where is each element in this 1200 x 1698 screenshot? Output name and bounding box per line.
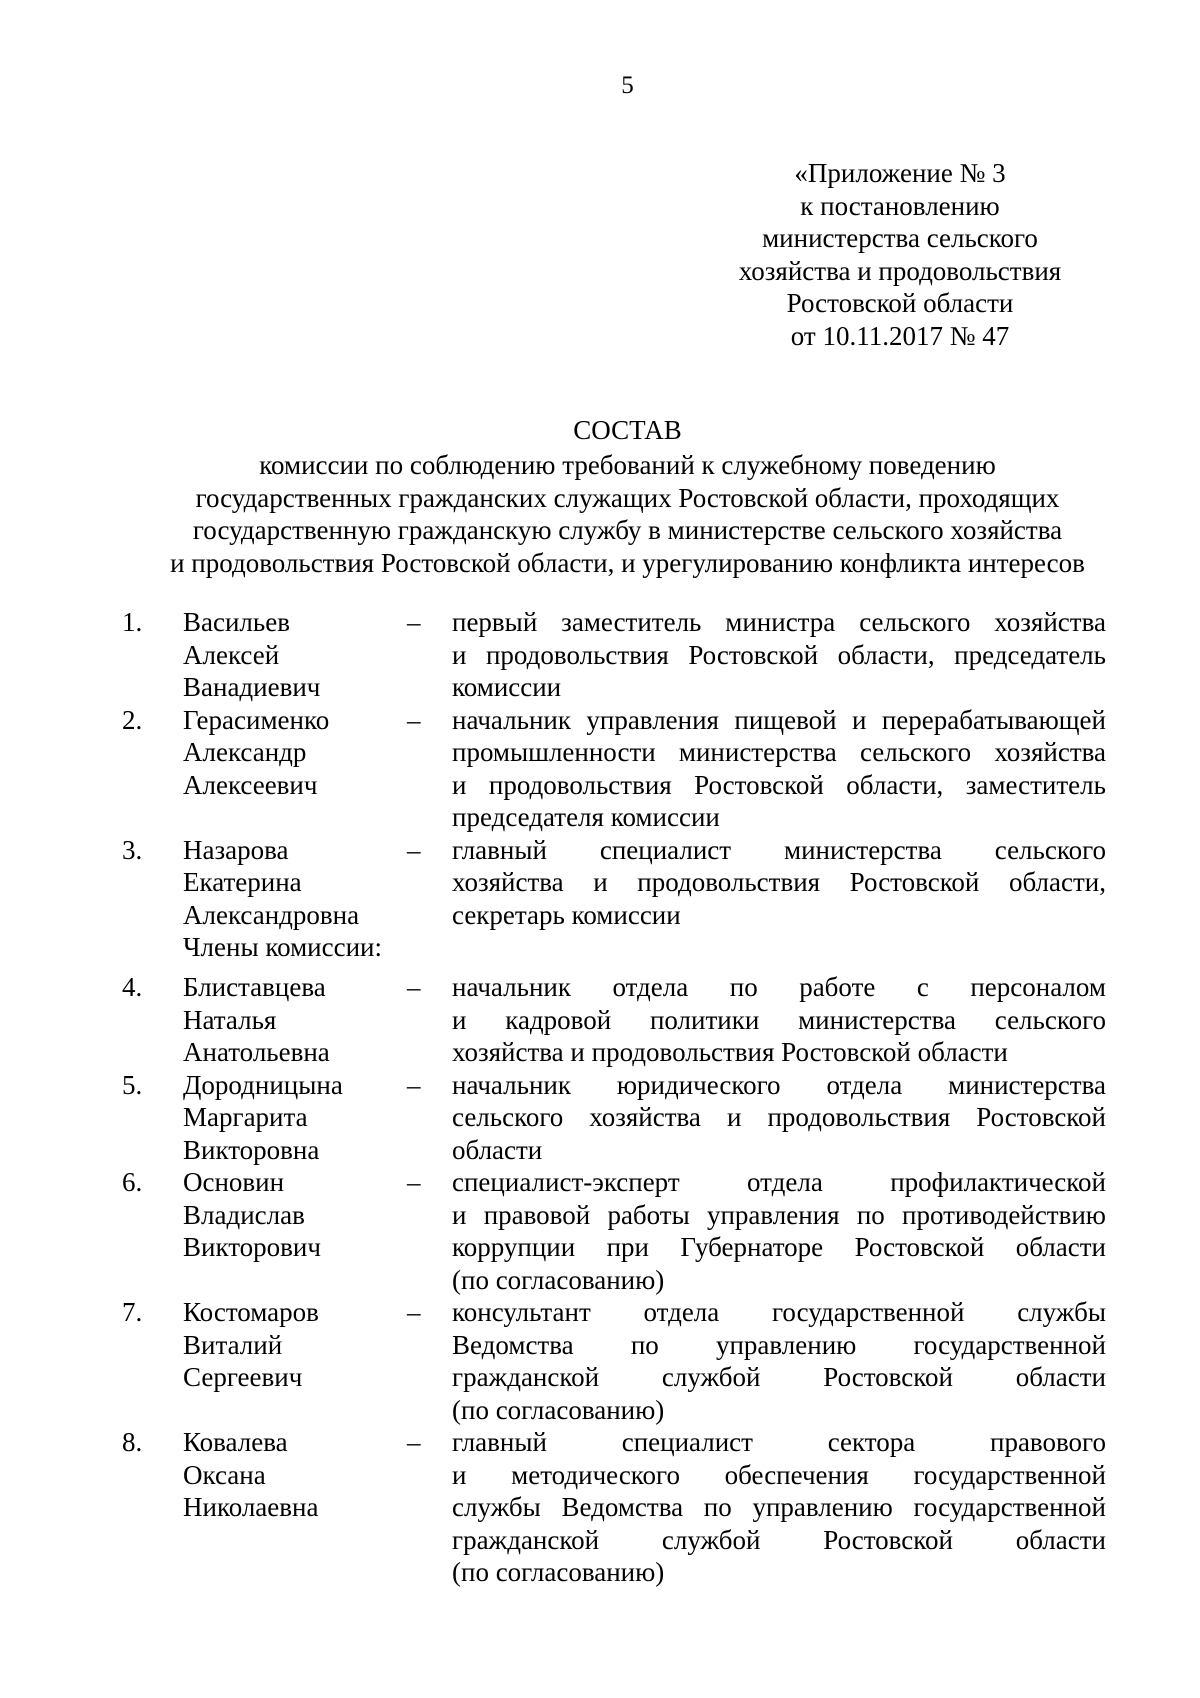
member-position — [452, 1069, 1106, 1167]
word: правового — [990, 1427, 1106, 1457]
member-name — [183, 971, 393, 1069]
word: юридического — [616, 1069, 781, 1100]
word: противодействию — [902, 1199, 1106, 1230]
word: начальник — [452, 1069, 571, 1100]
word: по — [703, 1492, 732, 1522]
word: и — [593, 867, 608, 897]
member-row — [0, 1426, 1200, 1589]
member-name-part: Николаевна — [183, 1492, 319, 1522]
member-name-part: Оксана — [183, 1459, 266, 1490]
word: первый — [452, 607, 538, 637]
appendix-line: к постановлению — [800, 190, 1000, 221]
word: государственной — [913, 1492, 1106, 1522]
word: сельского — [859, 607, 971, 637]
member-position-line — [452, 1426, 1106, 1459]
word: начальник — [452, 972, 571, 1002]
member-name-part: Ванадиевич — [183, 672, 321, 702]
word: области, — [837, 639, 935, 670]
word: по — [630, 1329, 659, 1360]
word: министерства — [948, 1069, 1106, 1100]
word: продовольствия — [767, 1102, 951, 1132]
word: отдела — [826, 1069, 903, 1100]
word: правовой — [483, 1199, 591, 1230]
word: продовольствия — [637, 867, 821, 897]
member-name — [183, 1069, 393, 1167]
member-name — [183, 606, 393, 704]
member-position-line — [452, 1361, 1106, 1394]
word: государственной — [772, 1297, 965, 1327]
word: специалист — [621, 1427, 753, 1457]
word: Ведомства — [452, 1329, 574, 1360]
member-name-part: Виталий — [183, 1329, 283, 1360]
member-position — [452, 971, 1106, 1069]
member-position-line — [452, 1491, 1106, 1524]
word: работы — [607, 1199, 690, 1230]
word: Ведомства — [561, 1492, 684, 1522]
word: управления — [706, 1199, 840, 1230]
word: кадровой — [505, 1004, 612, 1035]
members-list — [0, 606, 1200, 1589]
word: министра — [725, 607, 836, 637]
word: Ростовской — [976, 1102, 1106, 1132]
member-number: 1. — [122, 607, 143, 637]
appendix-line: «Приложение № 3 — [794, 158, 1006, 188]
member-name-part: Маргарита — [183, 1102, 308, 1132]
word: области — [1015, 1524, 1106, 1555]
word: области — [1015, 1232, 1106, 1262]
member-name — [183, 1426, 393, 1524]
word: службой — [661, 1524, 761, 1555]
member-position-line — [452, 1524, 1106, 1557]
member-name-part: Александровна — [183, 899, 360, 930]
member-position-line — [452, 1199, 1106, 1232]
member-position-line — [452, 1329, 1106, 1362]
word: сельского — [452, 1102, 564, 1132]
member-name — [183, 834, 393, 932]
member-dash: – — [407, 972, 421, 1002]
subtitle-line: государственную гражданскую службу в министерстве сельского хозяйства — [192, 515, 1063, 545]
word: службы — [452, 1492, 541, 1522]
page-number: 5 — [621, 72, 634, 99]
word: заместитель — [561, 607, 702, 637]
member-row — [0, 704, 1200, 834]
word: и — [452, 769, 467, 800]
member-name-part: Васильев — [183, 607, 290, 637]
member-row — [0, 1166, 1200, 1296]
word: с — [916, 972, 929, 1002]
word: по — [729, 972, 758, 1002]
member-name-part: Екатерина — [183, 867, 302, 897]
word: председатель — [954, 639, 1106, 670]
word: при — [606, 1232, 649, 1262]
members-leadership — [0, 606, 1200, 931]
member-name-part: Алексей — [183, 639, 280, 670]
word: государственной — [913, 1459, 1106, 1490]
member-name-part: Блиставцева — [183, 972, 326, 1002]
document-heading: СОСТАВ — [573, 415, 682, 445]
subtitle-line: государственных гражданских служащих Ростовской области, проходящих — [195, 482, 1060, 513]
member-row — [0, 971, 1200, 1069]
word: профилактической — [890, 1167, 1106, 1197]
member-name-part: Костомаров — [183, 1297, 319, 1327]
member-position-line — [452, 1231, 1106, 1264]
member-position-line: (по согласованию) — [452, 1557, 665, 1587]
appendix-line: хозяйства и продовольствия — [738, 255, 1062, 286]
member-position — [452, 1166, 1106, 1296]
member-position-line — [452, 1459, 1106, 1492]
word: и — [452, 1199, 467, 1230]
member-position-line — [452, 606, 1106, 639]
word: и — [452, 639, 467, 670]
member-number: 3. — [122, 834, 143, 865]
word: продовольствия — [485, 639, 669, 670]
word: Ростовской — [823, 1362, 953, 1392]
word: и — [726, 1102, 742, 1132]
word: хозяйства — [994, 607, 1106, 637]
member-number: 4. — [122, 972, 143, 1002]
word: заместитель — [965, 769, 1106, 800]
appendix-line: Ростовской области — [786, 288, 1014, 318]
word: министерства — [678, 737, 837, 767]
member-position-line: секретарь комиссии — [452, 899, 681, 930]
word: Ростовской — [854, 1232, 985, 1262]
member-dash: – — [407, 607, 421, 637]
word: специалист — [599, 834, 732, 865]
member-name-part: Викторович — [183, 1232, 321, 1262]
word: управления — [586, 704, 719, 735]
member-position-line: председателя комиссии — [452, 802, 720, 832]
word: перерабатывающей — [881, 704, 1106, 735]
word: по — [856, 1199, 885, 1230]
subtitle-line: комиссии по соблюдению требований к служебному поведению — [259, 450, 996, 480]
member-dash: – — [407, 704, 421, 735]
member-position-line — [452, 704, 1106, 737]
member-number: 5. — [122, 1069, 143, 1100]
word: сельского — [994, 1004, 1106, 1035]
word: управлению — [715, 1329, 857, 1360]
member-name — [183, 1166, 393, 1264]
member-name-part: Сергеевич — [183, 1362, 303, 1392]
member-position-line: комиссии — [452, 672, 562, 702]
word: политики — [649, 1004, 760, 1035]
member-position-line — [452, 1004, 1106, 1037]
word: обеспечения — [724, 1459, 869, 1490]
word: Ростовской — [688, 639, 819, 670]
member-position-line — [452, 866, 1106, 899]
word: гражданской — [452, 1524, 600, 1555]
word: министерства — [783, 834, 942, 865]
member-number: 7. — [122, 1297, 143, 1327]
member-position — [452, 1426, 1106, 1589]
member-row — [0, 834, 1200, 932]
member-row — [0, 1069, 1200, 1167]
member-position-line — [452, 1296, 1106, 1329]
member-position-line — [452, 769, 1106, 802]
member-position — [452, 1296, 1106, 1426]
word: министерства — [798, 1004, 956, 1035]
member-dash: – — [407, 1297, 421, 1327]
member-position — [452, 834, 1106, 932]
member-name-part: Наталья — [183, 1004, 277, 1035]
word: персоналом — [970, 972, 1106, 1002]
word: отдела — [643, 1297, 720, 1327]
member-dash: – — [407, 1167, 421, 1197]
member-dash: – — [407, 1069, 421, 1100]
member-name-part: Ковалева — [183, 1427, 288, 1457]
word: Губернаторе — [680, 1232, 824, 1262]
member-name — [183, 1296, 393, 1394]
appendix-header — [680, 157, 1120, 352]
member-dash: – — [407, 1427, 421, 1457]
word: и — [851, 704, 867, 735]
word: управлению — [752, 1492, 893, 1522]
word: главный — [452, 1427, 547, 1457]
member-number: 8. — [122, 1427, 143, 1457]
word: коррупции — [452, 1232, 576, 1262]
word: службой — [661, 1362, 761, 1392]
member-number: 6. — [122, 1167, 143, 1197]
word: консультант — [452, 1297, 591, 1327]
member-position-line: области — [452, 1134, 543, 1165]
member-position-line: (по согласованию) — [452, 1264, 665, 1295]
member-name-part: Владислав — [183, 1199, 305, 1230]
member-row — [0, 1296, 1200, 1426]
member-name — [183, 704, 393, 802]
word: сельского — [859, 737, 972, 767]
members-label: Члены комиссии: — [183, 932, 382, 962]
word: сельского — [994, 834, 1106, 865]
word: пищевой — [734, 704, 837, 735]
word: хозяйства — [452, 867, 564, 897]
word: работе — [799, 972, 876, 1002]
word: отдела — [747, 1167, 823, 1197]
word: специалист-эксперт — [452, 1167, 680, 1197]
member-position-line — [452, 1069, 1106, 1102]
member-position-line: (по согласованию) — [452, 1394, 665, 1425]
members-section-label — [0, 931, 1200, 971]
member-position — [452, 704, 1106, 834]
word: продовольствия — [488, 769, 672, 800]
member-name-part: Викторовна — [183, 1134, 320, 1165]
member-row — [0, 606, 1200, 704]
member-position-line — [452, 736, 1106, 769]
word: службы — [1017, 1297, 1106, 1327]
document-subtitle — [90, 449, 1165, 579]
member-name-part: Дородницына — [183, 1069, 343, 1100]
member-position-line — [452, 639, 1106, 672]
word: сектора — [827, 1427, 916, 1457]
member-position-line: хозяйства и продовольствия Ростовской области — [452, 1037, 1008, 1067]
member-name-part: Анатольевна — [183, 1037, 330, 1067]
word: государственной — [913, 1329, 1106, 1360]
appendix-line: министерства сельского — [762, 223, 1038, 253]
word: отдела — [612, 972, 689, 1002]
word: гражданской — [452, 1362, 600, 1392]
word: Ростовской — [849, 867, 980, 897]
member-position-line — [452, 971, 1106, 1004]
member-name-part: Герасименко — [183, 704, 330, 735]
word: области — [1015, 1362, 1106, 1392]
word: методического — [511, 1459, 680, 1490]
word: и — [452, 1459, 467, 1490]
member-name-part: Назарова — [183, 834, 289, 865]
member-name-part: Основин — [183, 1167, 285, 1197]
member-dash: – — [407, 834, 421, 865]
member-position — [452, 606, 1106, 704]
word: промышленности — [452, 737, 656, 767]
member-position-line — [452, 834, 1106, 867]
word: и — [452, 1004, 467, 1035]
word: области, — [1008, 867, 1106, 897]
word: начальник — [452, 704, 571, 735]
word: Ростовской — [823, 1524, 953, 1555]
member-name-part: Александр — [183, 737, 307, 767]
member-position-line — [452, 1101, 1106, 1134]
word: главный — [452, 834, 547, 865]
member-name-part: Алексеевич — [183, 769, 318, 800]
subtitle-line: и продовольствия Ростовской области, и урегулированию конфликта интересов — [170, 547, 1085, 578]
word: хозяйства — [994, 737, 1106, 767]
member-position-line — [452, 1166, 1106, 1199]
appendix-line: от 10.11.2017 № 47 — [790, 320, 1010, 351]
word: Ростовской — [694, 769, 824, 800]
members-regular — [0, 971, 1200, 1589]
word: области, — [846, 769, 944, 800]
member-number: 2. — [122, 704, 143, 735]
word: хозяйства — [589, 1102, 701, 1132]
